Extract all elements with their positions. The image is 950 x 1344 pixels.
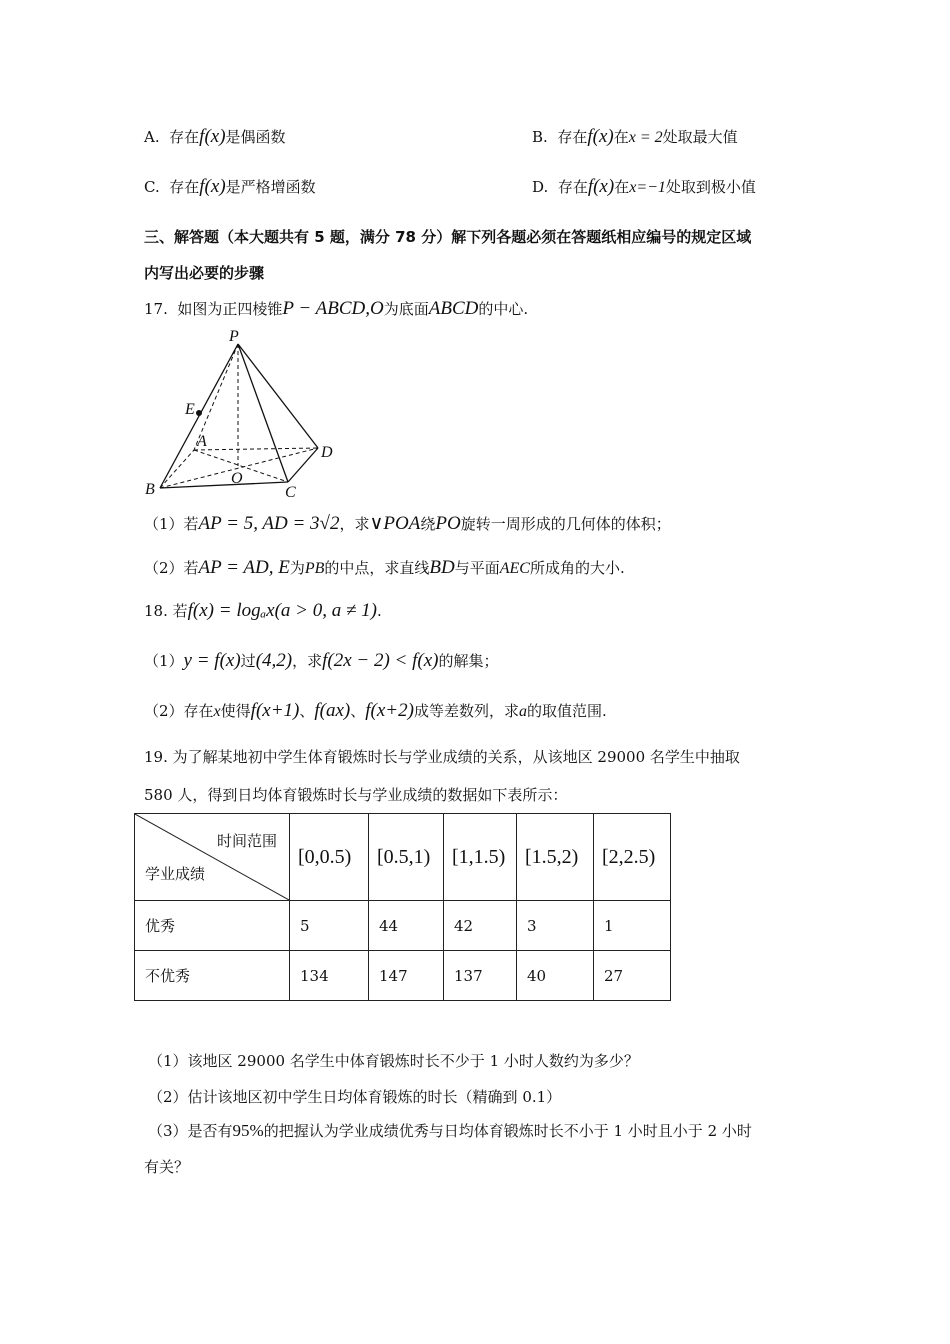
edge-pd <box>238 344 318 448</box>
option-d[interactable]: D. 存在f(x)在x=−1处取到极小值 <box>532 176 756 197</box>
q18-part2: （2）存在x使得f(x+1)、f(ax)、f(x+2)成等差数列，求a的取值范围. <box>144 700 607 721</box>
edge-cd <box>288 448 318 482</box>
edge-ad-hidden <box>194 448 318 450</box>
label-a: A <box>197 433 207 450</box>
section-title: 三、解答题（本大题共有 5 题，满分 78 分）解下列各题必须在答题纸相应编号的规定区域 <box>144 228 752 246</box>
table-row <box>135 901 671 951</box>
option-c[interactable]: C. 存在f(x)是严格增函数 <box>144 176 316 197</box>
label-p: P <box>229 328 239 345</box>
corner-bottom-label: 学业成绩 <box>145 865 206 883</box>
cell: 147 <box>369 951 444 1001</box>
cell: 44 <box>369 901 444 951</box>
q17-part1: （1）若AP = 5, AD = 3√2，求∨POA绕PO旋转一周形成的几何体的体积； <box>144 513 671 534</box>
q19-part1: （1）该地区 29000 名学生中体育锻炼时长不少于 1 小时人数约为多少？ <box>148 1052 639 1070</box>
section-title-cont: 内写出必要的步骤 <box>144 264 265 282</box>
label-e: E <box>185 401 195 418</box>
label-b: B <box>145 481 155 498</box>
col-header: [1,1.5) <box>444 814 517 901</box>
col-header: [0.5,1) <box>369 814 444 901</box>
q18-part1: （1）y = f(x)过(4,2)，求f(2x − 2) < f(x)的解集； <box>144 650 499 671</box>
label-o: O <box>231 470 243 487</box>
option-b[interactable]: B. 存在f(x)在x = 2处取最大值 <box>532 126 738 147</box>
label-c: C <box>285 484 296 501</box>
corner-diagonal <box>135 814 289 900</box>
cell: 40 <box>517 951 594 1001</box>
label-d: D <box>321 444 333 461</box>
q19-part2: （2）估计该地区初中学生日均体育锻炼的时长（精确到 0.1） <box>148 1088 562 1106</box>
q19-part3-cont: 有关？ <box>144 1158 190 1176</box>
cell: 1 <box>594 901 671 951</box>
cell: 137 <box>444 951 517 1001</box>
row-label: 不优秀 <box>135 951 290 1001</box>
data-table <box>134 813 671 1001</box>
col-header: [2,2.5) <box>594 814 671 901</box>
cell: 42 <box>444 901 517 951</box>
col-header: [0,0.5) <box>290 814 369 901</box>
q18-stem: 18. 若f(x) = logₐx(a > 0, a ≠ 1). <box>144 600 382 621</box>
table-header-row <box>135 814 671 901</box>
pyramid-figure <box>140 326 340 501</box>
option-a[interactable]: A. 存在f(x)是偶函数 <box>144 126 286 147</box>
edge-pc <box>238 344 288 482</box>
q17-stem: 17. 如图为正四棱锥P − ABCD,O为底面ABCD的中心. <box>144 298 529 319</box>
table-row <box>135 951 671 1001</box>
q19-stem-line1: 19. 为了解某地初中学生体育锻炼时长与学业成绩的关系，从该地区 29000 名学生中抽取 <box>144 748 740 766</box>
cell: 27 <box>594 951 671 1001</box>
q19-part3: （3）是否有95%的把握认为学业成绩优秀与日均体育锻炼时长不小于 1 小时且小于 2 小时 <box>148 1121 752 1140</box>
cell: 3 <box>517 901 594 951</box>
cell: 5 <box>290 901 369 951</box>
q19-stem-line2: 580 人，得到日均体育锻炼时长与学业成绩的数据如下表所示： <box>144 786 568 804</box>
row-label: 优秀 <box>135 901 290 951</box>
q17-part2: （2）若AP = AD, E为PB的中点，求直线BD与平面AEC所成角的大小. <box>144 557 625 578</box>
point-e <box>196 410 202 416</box>
cell: 134 <box>290 951 369 1001</box>
edge-bc <box>160 482 288 488</box>
col-header: [1.5,2) <box>517 814 594 901</box>
corner-top-label: 时间范围 <box>216 832 277 850</box>
corner-cell <box>135 814 290 901</box>
